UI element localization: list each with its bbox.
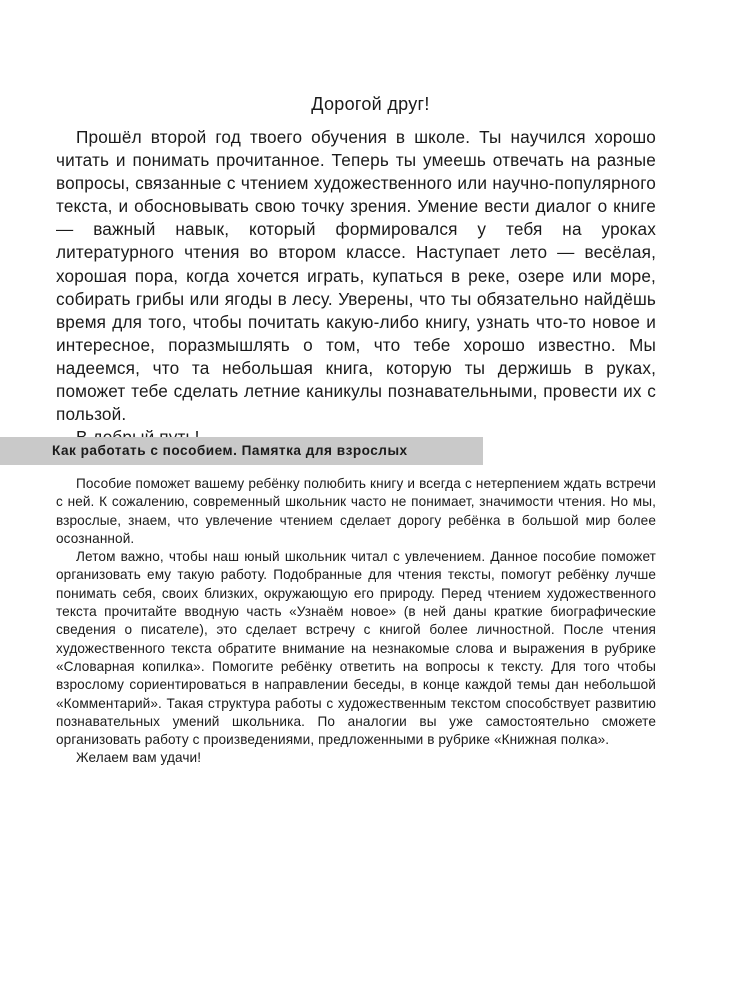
adult-paragraph: Пособие поможет вашему ребёнку полюбить книгу и всегда с нетерпением ждать встречи с ней. К сожалению, современный школьник часто не понимает, значимости чтения. Но мы, взрослые, знаем, что увлечение чтением сделает дорогу ребёнка в большой мир более осознанной. [56,476,656,546]
section-banner [0,437,483,465]
letter-body [56,126,656,449]
letter-paragraph: Прошёл второй год твоего обучения в школе. Ты научился хорошо читать и понимать прочитанное. Теперь ты умеешь отвечать на разные вопросы, связанные с чтением художественного или научно-популярного текста, и обосновывать свою точку зрения. Умение вести диалог о книге — важный навык, который формировался у тебя на уроках литературного чтения во втором классе. Наступает лето — весёлая, хорошая пора, когда хочется играть, купаться в реке, озере или море, собирать грибы или ягоды в лесу. Уверены, что ты обязательно найдёшь время для того, чтобы почитать какую-либо книгу, узнать что-то новое и интересное, поразмышлять о том, что тебе хорошо известно. Мы надеемся, что та небольшая книга, которую ты держишь в руках, поможет тебе сделать летние каникулы познавательными, провести их с пользой. [56,127,656,425]
section-title: Как работать с пособием. Памятка для взрослых [52,443,408,458]
adult-instructions [56,475,656,768]
letter-heading: Дорогой друг! [311,94,430,114]
adult-closing: Желаем вам удачи! [76,750,202,766]
adult-paragraph: Летом важно, чтобы наш юный школьник читал с увлечением. Данное пособие поможет организовать ему такую работу. Подобранные для чтения тексты, помогут ребёнку лучше понимать себя, своих близких, окружающую его природу. Перед чтением художественного текста прочитайте вводную часть «Узнаём новое» (в ней даны краткие биографические сведения о писателе), это сделает встречу с книгой более личностной. После чтения художественного текста обратите внимание на незнакомые слова и выражения в рубрике «Словарная копилка». Помогите ребёнку ответить на вопросы к тексту. Для того чтобы взрослому сориентироваться в направлении беседы, в конце каждой темы дан небольшой «Комментарий». Такая структура работы с художественным текстом способствует развитию познавательных умений школьника. По аналогии вы уже самостоятельно сможете организовать работу с произведениями, предложенными в рубрике «Книжная полка». [56,549,656,748]
